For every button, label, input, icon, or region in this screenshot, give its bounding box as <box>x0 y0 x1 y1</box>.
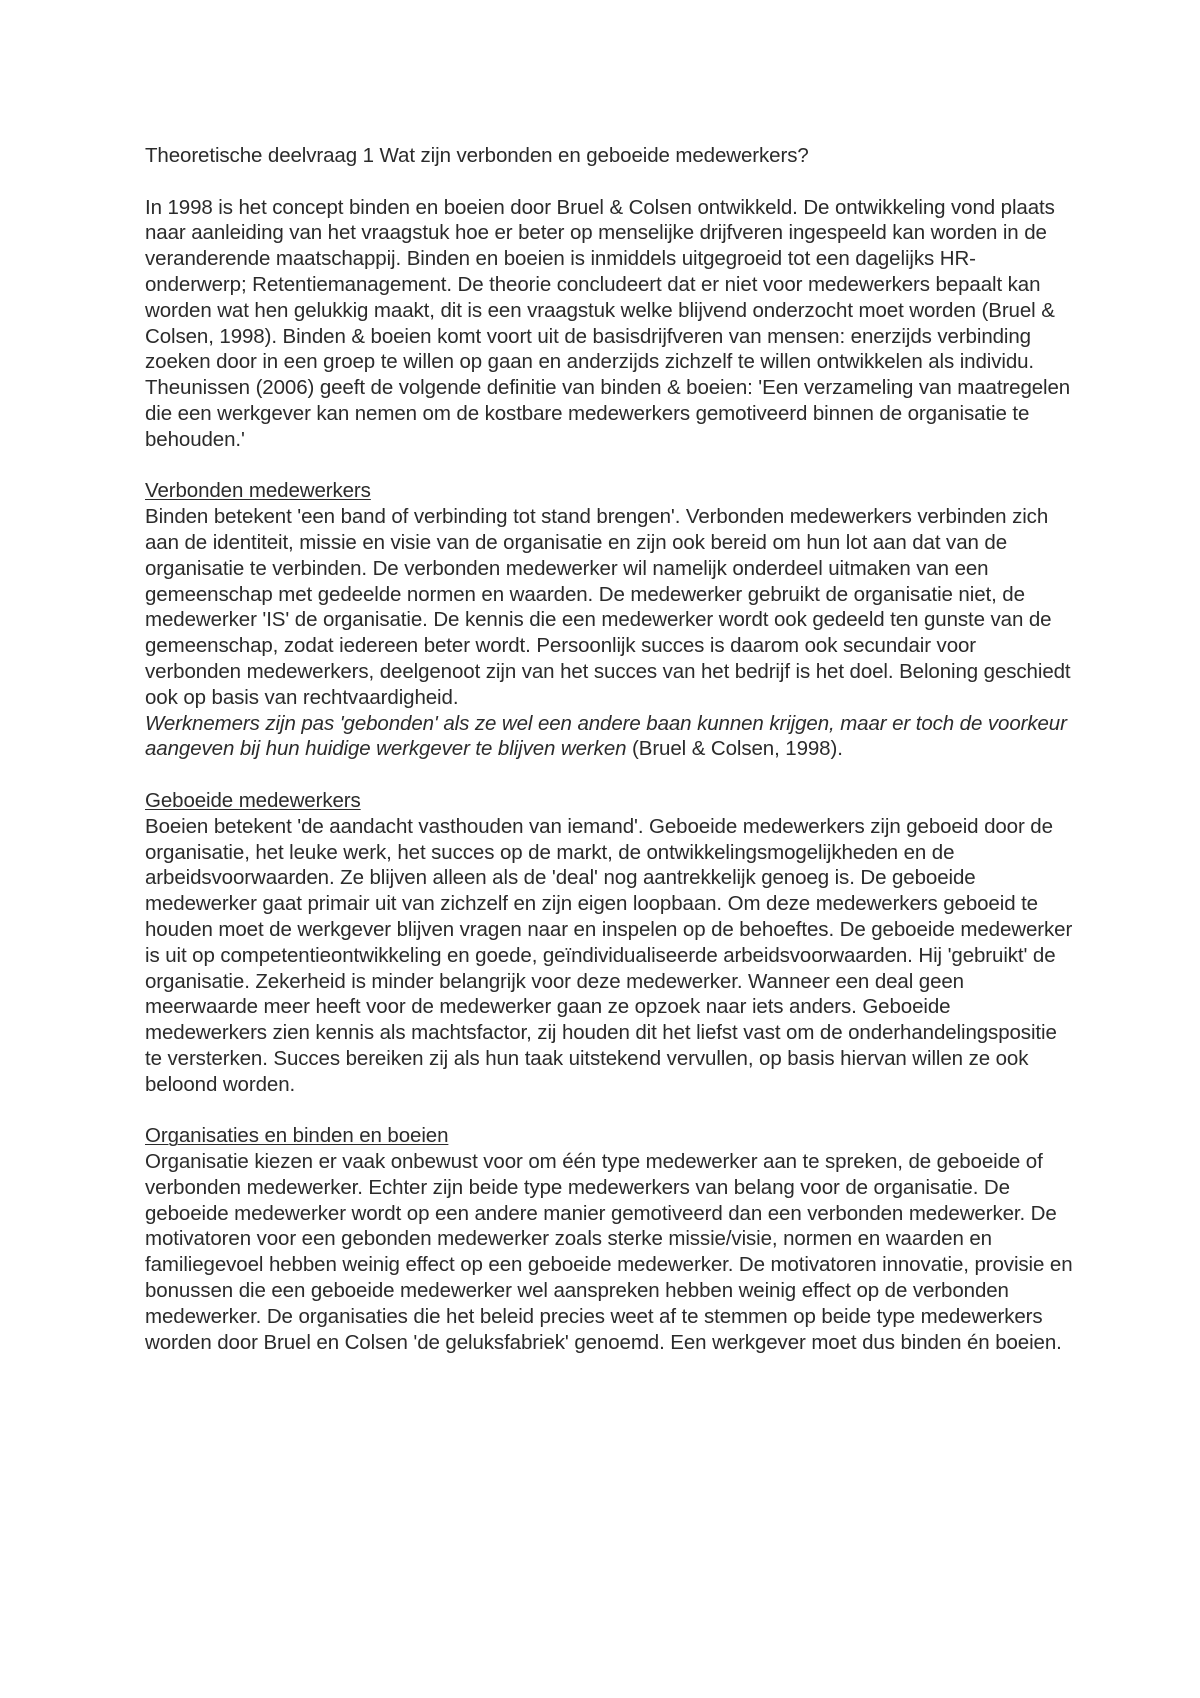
section-body-organisaties: Organisatie kiezen er vaak onbewust voor om één type medewerker aan te spreken, de geboeide of verbonden medewerker. Echter zijn beide type medewerkers van belang voor de organisatie. De geboeide medewerker wordt op een andere manier gemotiveerd dan een verbonden medewerker. De motivatoren voor een gebonden medewerker zoals sterke missie/visie, normen en waarden en familiegevoel hebben weinig effect op een geboeide medewerker. De motivatoren innovatie, provisie en bonussen die een geboeide medewerker wel aanspreken hebben weinig effect op de verbonden medewerker. De organisaties die het beleid precies weet af te stemmen op beide type medewerkers worden door Bruel en Colsen 'de geluksfabriek' genoemd. Een werkgever moet dus binden én boeien. <box>145 1150 1073 1354</box>
section-body-verbonden: Binden betekent 'een band of verbinding tot stand brengen'. Verbonden medewerkers verbinden zich aan de identiteit, missie en visie van de organisatie en zijn ook bereid om hun lot aan dat van de organisatie te verbinden. De verbonden medewerker wil namelijk onderdeel uitmaken van een gemeenschap met gedeelde normen en waarden. De medewerker gebruikt de organisatie niet, de medewerker 'IS' de organisatie. De kennis die een medewerker wordt ook gedeeld ten gunste van de gemeenschap, zodat iedereen beter wordt. Persoonlijk succes is daarom ook secundair voor verbonden medewerkers, deelgenoot zijn van het succes van het bedrijf is het doel. Beloning geschiedt ook op basis van rechtvaardigheid. <box>145 505 1071 709</box>
section-heading-geboeid-text: Geboeide medewerkers <box>145 788 361 812</box>
paragraph-spacer <box>145 1097 1075 1123</box>
quote-paragraph <box>145 711 1075 763</box>
document-title: Theoretische deelvraag 1 Wat zijn verbonden en geboeide medewerkers? <box>145 144 809 167</box>
section-heading-organisaties <box>145 1123 1075 1149</box>
document-body <box>145 143 1075 1355</box>
paragraph-spacer <box>145 453 1075 479</box>
section-heading-verbonden-text: Verbonden medewerkers <box>145 479 371 503</box>
paragraph-spacer <box>145 762 1075 788</box>
paragraph-spacer <box>145 169 1075 195</box>
section-heading-verbonden <box>145 478 1075 504</box>
section-heading-geboeid <box>145 788 1075 814</box>
quote-italic-text: Werknemers zijn pas 'gebonden' als ze wel een andere baan kunnen krijgen, maar er toch de voorkeur aangeven bij hun huidige werkgever te blijven werken <box>145 711 1067 761</box>
quote-citation: (Bruel & Colsen, 1998). <box>626 737 843 761</box>
section-heading-organisaties-text: Organisaties en binden en boeien <box>145 1124 449 1148</box>
section-body-geboeid: Boeien betekent 'de aandacht vasthouden van iemand'. Geboeide medewerkers zijn geboeid door de organisatie, het leuke werk, het succes op de markt, de ontwikkelingsmogelijkheden en de arbeidsvoorwaarden. Ze blijven alleen als de 'deal' nog aantrekkelijk genoeg is. De geboeide medewerker gaat primair uit van zichzelf en zijn eigen loopbaan. Om deze medewerkers geboeid te houden moet de werkgever blijven vragen naar en inspelen op de behoeftes. De geboeide medewerker is uit op competentieontwikkeling en goede, geïndividualiseerde arbeidsvoorwaarden. Hij 'gebruikt' de organisatie. Zekerheid is minder belangrijk voor deze medewerker. Wanneer een deal geen meerwaarde meer heeft voor de medewerker gaan ze opzoek naar iets anders. Geboeide medewerkers zien kennis als machtsfactor, zij houden dit het liefst vast om de onderhandelingspositie te versterken. Succes bereiken zij als hun taak uitstekend vervullen, op basis hiervan willen ze ook beloond worden. <box>145 814 1073 1096</box>
intro-paragraph: In 1998 is het concept binden en boeien door Bruel & Colsen ontwikkeld. De ontwikkeling vond plaats naar aanleiding van het vraagstuk hoe er beter op menselijke drijfveren ingespeeld kan worden in de veranderende maatschappij. Binden en boeien is inmiddels uitgegroeid tot een dagelijks HR-onderwerp; Retentiemanagement. De theorie concludeert dat er niet voor medewerkers bepaalt kan worden wat hen gelukkig maakt, dit is een vraagstuk welke blijvend onderzocht moet worden (Bruel & Colsen, 1998). Binden & boeien komt voort uit de basisdrijfveren van mensen: enerzijds verbinding zoeken door in een groep te willen op gaan en anderzijds zichzelf te willen ontwikkelen als individu. Theunissen (2006) geeft de volgende definitie van binden & boeien: 'Een verzameling van maatregelen die een werkgever kan nemen om de kostbare medewerkers gemotiveerd binnen de organisatie te behouden.' <box>145 195 1071 451</box>
